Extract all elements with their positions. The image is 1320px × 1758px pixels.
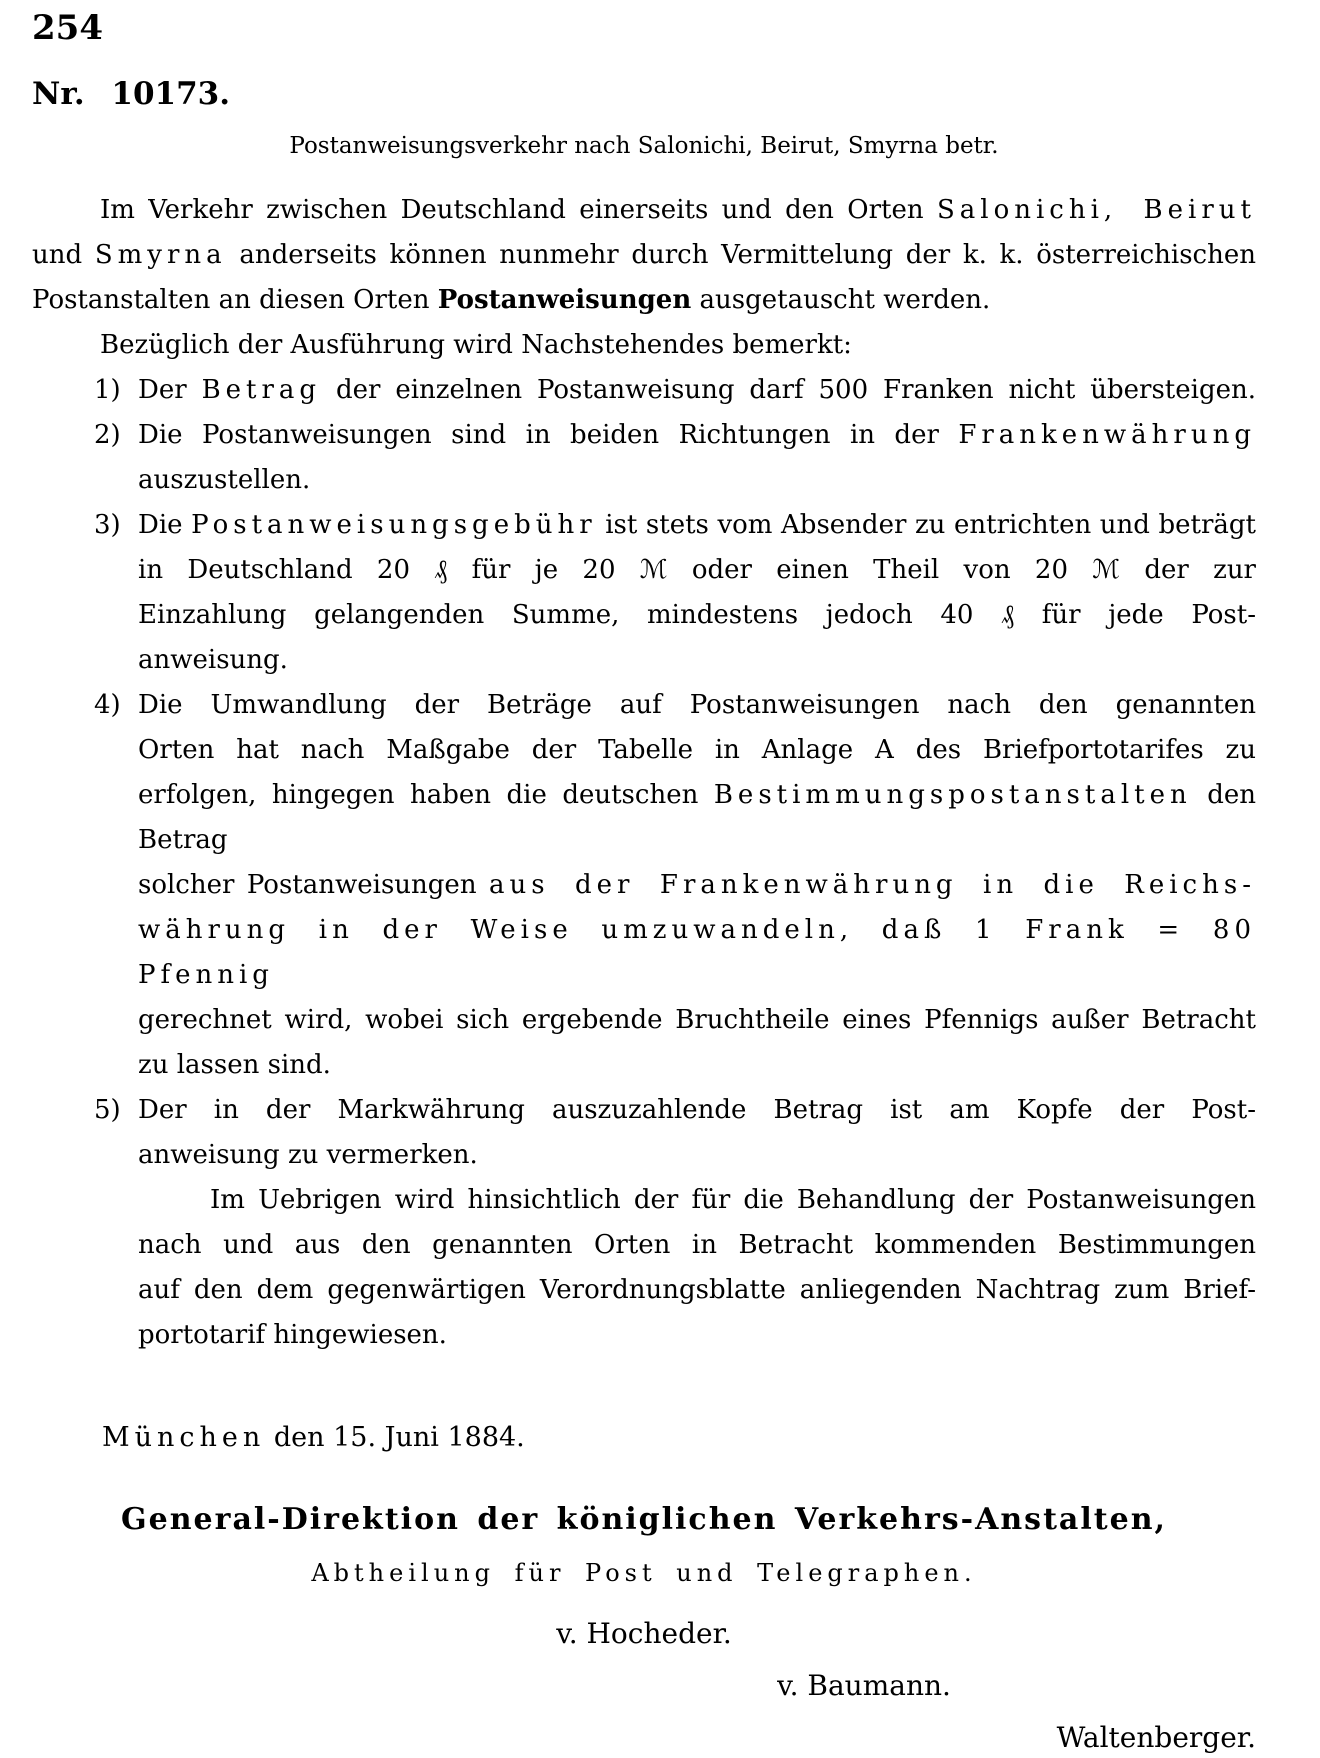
text-line: zu lassen sind. — [138, 1050, 331, 1080]
text-line: erfolgen, hingegen haben die deutschen Bestimmungspostanstalten den Betrag — [138, 780, 1256, 855]
text-line: Im Verkehr zwischen Deutschland einerseits und den Orten Salonichi, Beirut — [100, 195, 1256, 225]
text-line: Einzahlung gelangenden Summe, mindestens jedoch 40 ₰ für jede Post- — [138, 600, 1256, 630]
list-item — [94, 683, 1256, 1088]
item-number: 4) — [94, 690, 121, 720]
text-line: portotarif hingewiesen. — [138, 1320, 447, 1350]
signature-baumann: v. Baumann. — [777, 1669, 951, 1702]
closing-paragraph — [138, 1178, 1256, 1358]
text-line: Die Postanweisungen sind in beiden Richtungen in der Frankenwährung — [138, 420, 1256, 450]
text-line: nach und aus den genannten Orten in Betracht kommenden Bestimmungen — [138, 1230, 1256, 1260]
signature-organization: General-Direktion der königlichen Verkehrs-Anstalten, — [121, 1502, 1167, 1537]
text-line: Die Umwandlung der Beträge auf Postanweisungen nach den genannten — [138, 690, 1256, 720]
text-line: solcher Postanweisungen aus der Frankenwährung in die Reichs- — [138, 870, 1256, 900]
text-line: in Deutschland 20 ₰ für je 20 ℳ oder einen Theil von 20 ℳ der zur — [138, 555, 1256, 585]
signature-hocheder: v. Hocheder. — [556, 1617, 732, 1650]
date-line: München den 15. Juni 1884. — [102, 1422, 525, 1453]
page-number: 254 — [32, 8, 103, 48]
remark-paragraph — [32, 323, 1256, 368]
item-number: 2) — [94, 420, 121, 450]
signature-department: Abtheilung für Post und Telegraphen. — [311, 1559, 977, 1587]
item-number: 3) — [94, 510, 121, 540]
text-line: währung in der Weise umzuwandeln, daß 1 Frank = 80 Pfennig — [138, 915, 1256, 990]
text-line: Der in der Markwährung auszuzahlende Betrag ist am Kopfe der Post- — [138, 1095, 1256, 1125]
list-item — [94, 368, 1256, 413]
item-number: 5) — [94, 1095, 121, 1125]
document-number: Nr. 10173. — [32, 76, 231, 112]
text-line: auszustellen. — [138, 465, 311, 495]
list-item — [94, 1088, 1256, 1178]
text-line: Bezüglich der Ausführung wird Nachstehendes bemerkt: — [100, 330, 852, 360]
text-line: Orten hat nach Maßgabe der Tabelle in Anlage A des Briefportotarifes zu — [138, 735, 1256, 765]
text-line: Die Postanweisungsgebühr ist stets vom Absender zu entrichten und beträgt — [138, 510, 1256, 540]
text-line: Im Uebrigen wird hinsichtlich der für die Behandlung der Postanweisungen — [210, 1185, 1256, 1215]
text-line: Der Betrag der einzelnen Postanweisung darf 500 Franken nicht übersteigen. — [138, 375, 1256, 405]
list-item — [94, 503, 1256, 683]
document-body — [32, 188, 1256, 1358]
text-line: anweisung zu vermerken. — [138, 1140, 478, 1170]
text-line: anweisung. — [138, 645, 288, 675]
intro-paragraph — [32, 188, 1256, 323]
document-title: Postanweisungsverkehr nach Salonichi, Beirut, Smyrna betr. — [289, 133, 999, 159]
text-line: auf den dem gegenwärtigen Verordnungsblatte anliegenden Nachtrag zum Brief- — [138, 1275, 1256, 1305]
list-item — [94, 413, 1256, 503]
text-line: und Smyrna anderseits können nunmehr durch Vermittelung der k. k. österreichischen — [32, 240, 1256, 270]
ordered-list — [32, 368, 1256, 1178]
signature-waltenberger: Waltenberger. — [1056, 1721, 1256, 1754]
item-number: 1) — [94, 375, 121, 405]
text-line: Postanstalten an diesen Orten Postanweisungen ausgetauscht werden. — [32, 285, 991, 315]
text-line: gerechnet wird, wobei sich ergebende Bruchtheile eines Pfennigs außer Betracht — [138, 1005, 1256, 1035]
